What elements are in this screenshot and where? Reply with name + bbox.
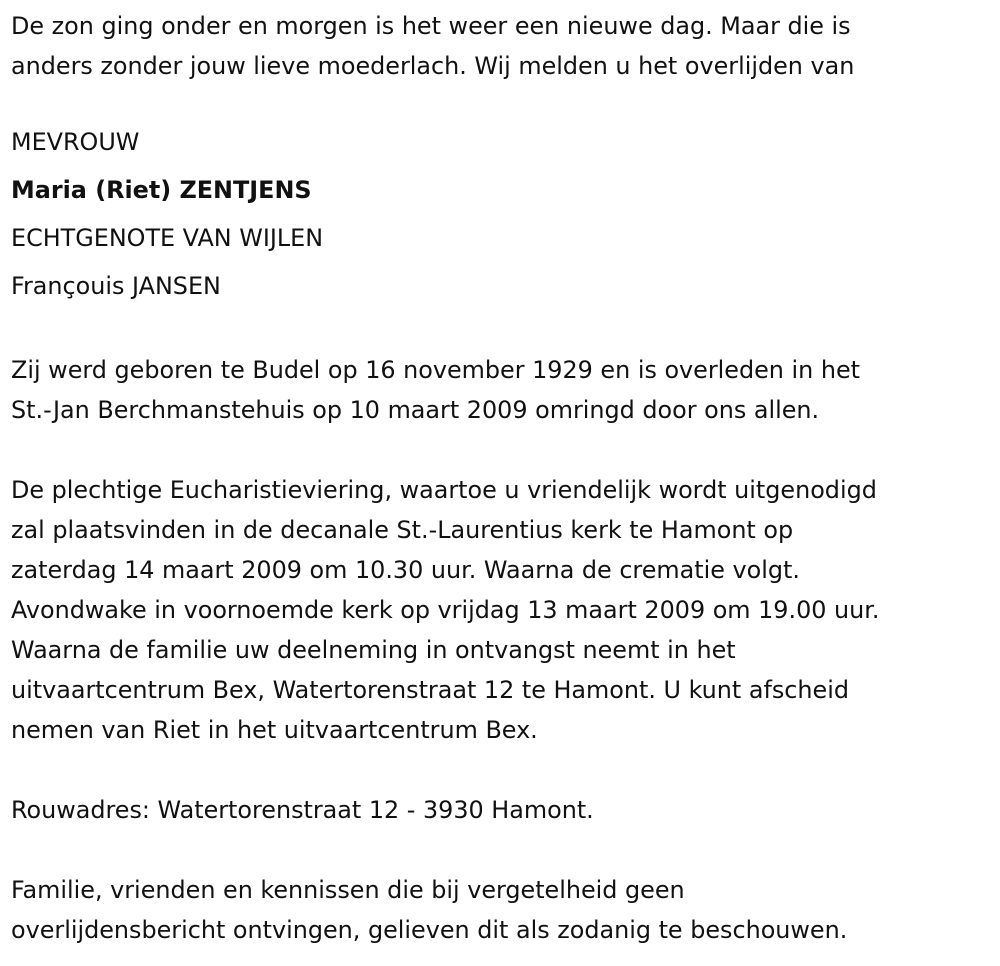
ceremony-line-1: De plechtige Eucharistieviering, waartoe u vriendelijk wordt uitgenodigd: [11, 476, 877, 504]
spacer: [11, 430, 996, 470]
ceremony-line-2: zal plaatsvinden in de decanale St.-Laurentius kerk te Hamont op: [11, 516, 794, 544]
intro-paragraph: [11, 6, 996, 86]
closing-paragraph: [11, 870, 996, 950]
spacer: [11, 830, 996, 870]
deceased-relation: ECHTGENOTE VAN WIJLEN: [11, 224, 324, 252]
spacer: [11, 750, 996, 790]
ceremony-line-4: Avondwake in voornoemde kerk op vrijdag 13 maart 2009 om 19.00 uur.: [11, 596, 880, 624]
deceased-block: [11, 118, 996, 310]
ceremony-paragraph: [11, 470, 996, 750]
address-paragraph: [11, 790, 996, 830]
mourning-address: Rouwadres: Watertorenstraat 12 - 3930 Hamont.: [11, 796, 594, 824]
birth-death-line-2: St.-Jan Berchmanstehuis op 10 maart 2009 omringd door ons allen.: [11, 396, 820, 424]
ceremony-line-6: uitvaartcentrum Bex, Watertorenstraat 12 te Hamont. U kunt afscheid: [11, 676, 849, 704]
deceased-spouse: Françouis JANSEN: [11, 272, 221, 300]
ceremony-line-3: zaterdag 14 maart 2009 om 10.30 uur. Waarna de crematie volgt.: [11, 556, 800, 584]
spacer: [11, 310, 996, 350]
ceremony-line-5: Waarna de familie uw deelneming in ontvangst neemt in het: [11, 636, 736, 664]
spacer: [11, 86, 996, 118]
ceremony-line-7: nemen van Riet in het uitvaartcentrum Bex.: [11, 716, 538, 744]
closing-line-1: Familie, vrienden en kennissen die bij vergetelheid geen: [11, 876, 685, 904]
intro-line-1: De zon ging onder en morgen is het weer een nieuwe dag. Maar die is: [11, 12, 851, 40]
birth-death-paragraph: [11, 350, 996, 430]
birth-death-line-1: Zij werd geboren te Budel op 16 november 1929 en is overleden in het: [11, 356, 860, 384]
deceased-name: Maria (Riet) ZENTJENS: [11, 176, 312, 204]
obituary-notice: [11, 6, 996, 950]
deceased-title: MEVROUW: [11, 128, 140, 156]
closing-line-2: overlijdensbericht ontvingen, gelieven dit als zodanig te beschouwen.: [11, 916, 848, 944]
intro-line-2: anders zonder jouw lieve moederlach. Wij melden u het overlijden van: [11, 52, 855, 80]
